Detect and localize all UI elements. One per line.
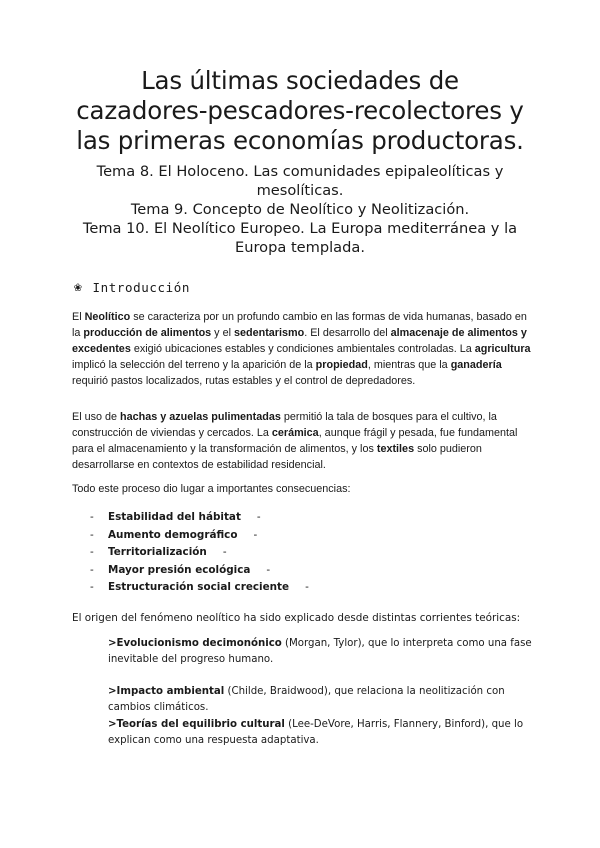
text-run: , aunque frágil y pesada, fue fundamental para el almacenamiento y la transformación de alimentos, y los [72, 427, 518, 455]
trailing-dash: - [253, 528, 258, 541]
text-run: exigió ubicaciones estables y condiciones ambientales controladas. La [130, 343, 475, 355]
bullet-dash: - [90, 528, 94, 541]
theory-name: >Teorías del equilibrio cultural [108, 719, 285, 730]
bullet-dash: - [90, 511, 94, 523]
trailing-dash: - [256, 511, 261, 523]
list-item [90, 527, 309, 545]
title-line: cazadores-pescadores-recolectores y [76, 96, 524, 125]
origin-paragraph: El origen del fenómeno neolítico ha sido explicado desde distintas corrientes teóricas: [72, 612, 521, 624]
trailing-dash: - [266, 563, 271, 576]
text-run: El uso de [72, 411, 121, 423]
text-run: El [72, 311, 85, 323]
text-run: y el [211, 327, 234, 339]
list-item [90, 544, 309, 562]
list-item-label: Territorialización [108, 546, 207, 558]
topic-line: Europa templada. [235, 239, 365, 256]
trailing-dash: - [305, 581, 309, 593]
bullet-dash: - [90, 563, 94, 576]
text-run: se caracteriza por un profundo cambio en las formas de vida humanas, basado en la [72, 311, 527, 339]
section-title: Introducción [92, 280, 190, 295]
bold-term: almacenaje de alimentos y excedentes [72, 327, 527, 355]
topic-line: Tema 8. El Holoceno. Las comunidades epipaleolíticas y [96, 163, 504, 180]
bold-term: hachas y azuelas pulimentadas [120, 411, 281, 423]
topic-list [50, 162, 550, 257]
title-line: las primeras economías productoras. [76, 126, 524, 155]
list-item-label: Estructuración social creciente [108, 581, 290, 593]
consequences-intro: Todo este proceso dio lugar a importantes consecuencias: [72, 483, 351, 495]
theory-description: (Morgan, Tylor), que lo interpreta como una fase inevitable del progreso humano. [108, 638, 532, 665]
trailing-dash: - [222, 546, 227, 558]
text-run: , mientras que la [367, 359, 451, 371]
theory-name: >Impacto ambiental [108, 686, 225, 697]
bold-term: textiles [376, 443, 415, 455]
text-run: implicó la selección del terreno y la aparición de la [72, 359, 316, 371]
text-run: permitió la tala de bosques para el cultivo, la construcción de viviendas y cercados. La [72, 411, 497, 439]
bold-term: agricultura [474, 343, 531, 355]
bold-term: Neolítico [84, 311, 131, 323]
theory-item [108, 717, 538, 749]
topic-line: Tema 9. Concepto de Neolítico y Neolitización. [130, 201, 470, 218]
bullet-dash: - [90, 581, 94, 593]
theory-item [108, 684, 538, 716]
list-item [90, 509, 309, 527]
theory-item [108, 636, 538, 668]
topic-line: Tema 10. El Neolítico Europeo. La Europa mediterránea y la [82, 220, 518, 237]
theory-name: >Evolucionismo decimonónico [108, 638, 282, 649]
document-title [40, 66, 560, 156]
bold-term: cerámica [271, 427, 319, 439]
text-run: solo pudieron desarrollarse en contextos de estabilidad residencial. [72, 443, 482, 471]
bold-term: sedentarismo [234, 327, 305, 339]
list-item [90, 579, 309, 597]
list-item-label: Aumento demográfico [108, 528, 238, 541]
bold-term: producción de alimentos [83, 327, 212, 339]
text-run: . El desarrollo del [304, 327, 391, 339]
theory-description: (Childe, Braidwood), que relaciona la neolitización con cambios climáticos. [108, 686, 505, 713]
topic-line: mesolíticas. [256, 182, 344, 199]
bullet-dash: - [90, 546, 94, 558]
list-item [90, 562, 309, 580]
list-item-label: Mayor presión ecológica [108, 563, 251, 576]
list-item-label: Estabilidad del hábitat [108, 511, 241, 523]
bold-term: ganadería [450, 359, 502, 371]
flower-icon: ❀ [74, 280, 83, 295]
title-line: Las últimas sociedades de [141, 66, 459, 95]
bold-term: propiedad [315, 359, 368, 371]
theory-description: (Lee-DeVore, Harris, Flannery, Binford), que lo explican como una respuesta adaptativa. [108, 719, 524, 746]
consequences-list [90, 509, 309, 597]
section-heading [74, 280, 190, 295]
intro-paragraph [72, 309, 534, 389]
tools-paragraph [72, 409, 534, 473]
text-run: requirió pastos localizados, rutas estables y el control de depredadores. [72, 375, 416, 387]
